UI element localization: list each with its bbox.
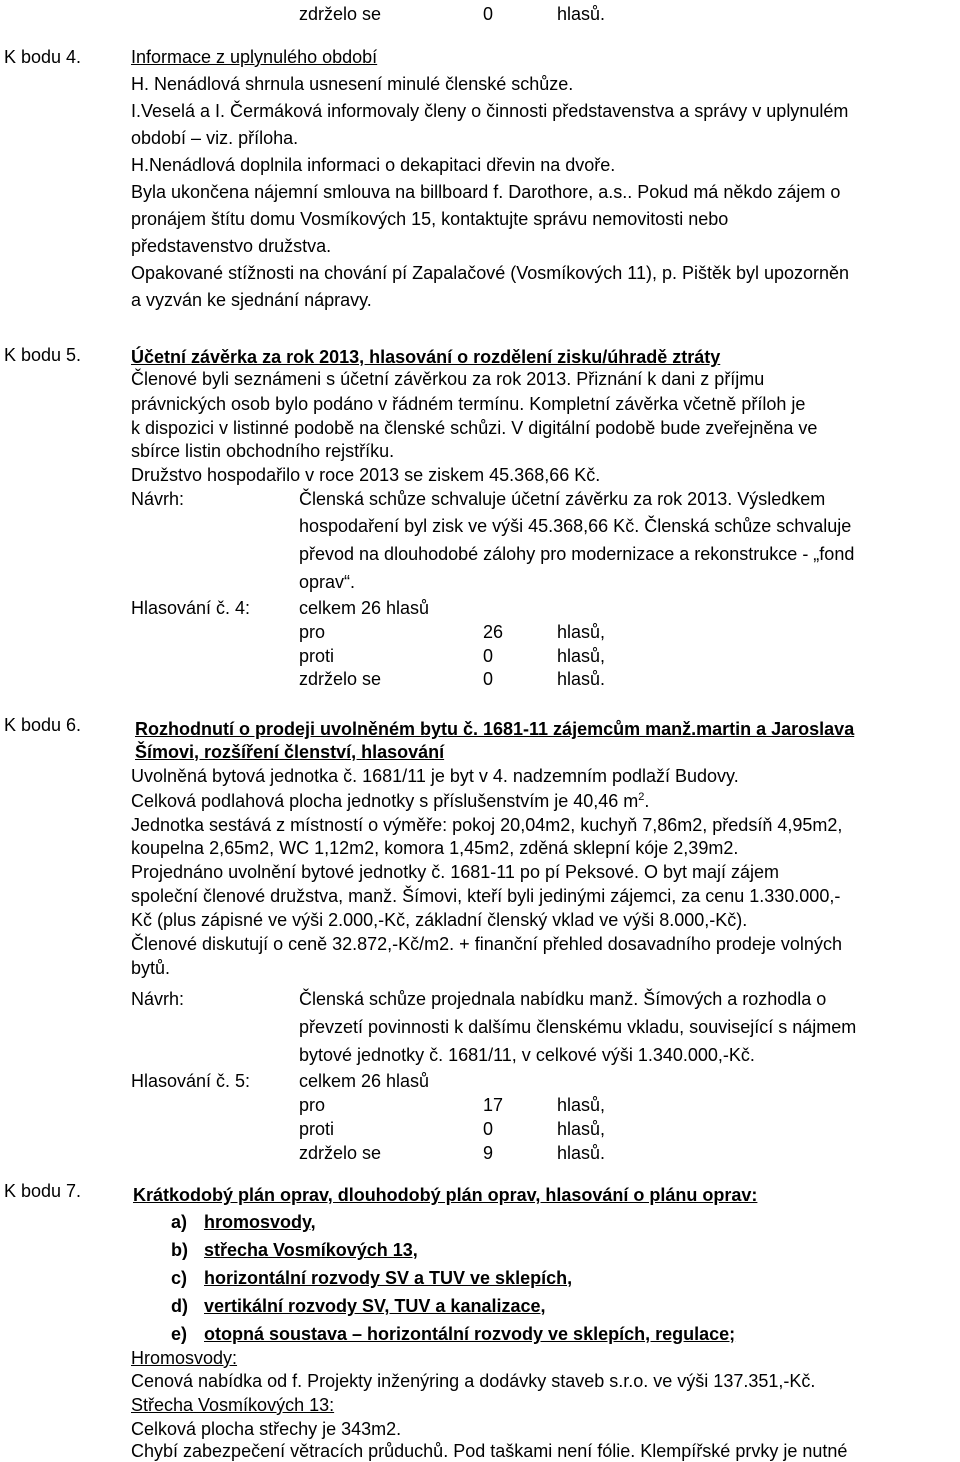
- item6-line: Jednotka sestává z místností o výměře: pokoj 20,04m2, kuchyň 7,86m2, předsíň 4,95m2,: [131, 815, 843, 835]
- item4-line: a vyzván ke sjednání nápravy.: [131, 290, 372, 310]
- vote-count: 0: [483, 1119, 494, 1139]
- vote-label: proti: [299, 1119, 335, 1139]
- list-text: střecha Vosmíkových 13,: [204, 1240, 418, 1260]
- vote-count: 0: [483, 669, 494, 689]
- item4-title: Informace z uplynulého období: [131, 47, 378, 67]
- item7-list-item: [171, 1295, 546, 1317]
- vote-unit: hlasů.: [557, 4, 606, 24]
- vote-unit: hlasů,: [557, 622, 606, 642]
- area-superscript: 2: [638, 791, 645, 803]
- item7-subheading: Střecha Vosmíkových 13:: [131, 1395, 335, 1415]
- vote-label: zdrželo se: [299, 4, 382, 24]
- item5-vote-total: celkem 26 hlasů: [299, 598, 430, 618]
- item5-title: Účetní závěrka za rok 2013, hlasování o rozdělení zisku/úhradě ztráty: [131, 347, 721, 367]
- item7-label: K bodu 7.: [4, 1181, 82, 1201]
- item5-proposal-label: Návrh:: [131, 489, 185, 509]
- list-text: hromosvody,: [204, 1212, 316, 1232]
- item5-proposal-line: Členská schůze schvaluje účetní závěrku za rok 2013. Výsledkem: [299, 489, 826, 509]
- item4-line: H.Nenádlová doplnila informaci o dekapitaci dřevin na dvoře.: [131, 155, 616, 175]
- area-tail: .: [644, 791, 650, 811]
- list-text: horizontální rozvody SV a TUV ve sklepích,: [204, 1268, 573, 1288]
- item7-list-item: [171, 1267, 572, 1289]
- item7-subheading: Hromosvody:: [131, 1348, 238, 1368]
- item6-line: Projednáno uvolnění bytové jednotky č. 1681-11 po pí Peksové. O byt mají zájem: [131, 862, 780, 882]
- item6-line: Kč (plus zápisné ve výši 2.000,-Kč, základní členský vklad ve výši 8.000,-Kč).: [131, 910, 748, 930]
- item5-proposal-line: oprav“.: [299, 572, 356, 592]
- item4-line: představenstvo družstva.: [131, 236, 332, 256]
- item5-line: právnických osob bylo podáno v řádném termínu. Kompletní závěrka včetně příloh je: [131, 394, 806, 414]
- item7-list-item: [171, 1323, 735, 1345]
- list-text: vertikální rozvody SV, TUV a kanalizace,: [204, 1296, 546, 1316]
- vote-count: 9: [483, 1143, 494, 1163]
- item7-list-item: [171, 1239, 418, 1261]
- vote-label: zdrželo se: [299, 669, 382, 689]
- item4-label: K bodu 4.: [4, 47, 82, 67]
- vote-count: 0: [483, 4, 494, 24]
- item5-line: k dispozici v listinné podobě na členské schůzi. V digitální podobě bude zveřejněna ve: [131, 418, 818, 438]
- item6-title: Rozhodnutí o prodeji uvolněném bytu č. 1681-11 zájemcům manž.martin a Jaroslava: [135, 719, 855, 739]
- item7-title: Krátkodobý plán oprav, dlouhodobý plán oprav, hlasování o plánu oprav:: [133, 1185, 758, 1205]
- vote-label: zdrželo se: [299, 1143, 382, 1163]
- vote-unit: hlasů,: [557, 1095, 606, 1115]
- item7-list-item: [171, 1211, 316, 1233]
- item7-line: Chybí zabezpečení větracích průduchů. Pod taškami není fólie. Klempířské prvky je nutné: [131, 1441, 848, 1461]
- item7-line: Celková plocha střechy je 343m2.: [131, 1419, 402, 1439]
- item4-line: H. Nenádlová shrnula usnesení minulé členské schůze.: [131, 74, 574, 94]
- item4-line: pronájem štítu domu Vosmíkových 15, kontaktujte správu nemovitosti nebo: [131, 209, 729, 229]
- vote-unit: hlasů.: [557, 669, 606, 689]
- vote-count: 26: [483, 622, 504, 642]
- vote-unit: hlasů.: [557, 1143, 606, 1163]
- vote-label: pro: [299, 622, 326, 642]
- vote-unit: hlasů,: [557, 1119, 606, 1139]
- vote-label: pro: [299, 1095, 326, 1115]
- item5-line: Členové byli seznámeni s účetní závěrkou za rok 2013. Přiznání k dani z příjmu: [131, 369, 765, 389]
- list-letter: c): [171, 1268, 188, 1288]
- item6-line: Uvolněná bytová jednotka č. 1681/11 je byt v 4. nadzemním podlaží Budovy.: [131, 766, 739, 786]
- area-text: Celková podlahová plocha jednotky s příslušenstvím je 40,46 m: [131, 791, 639, 811]
- list-letter: a): [171, 1212, 188, 1232]
- list-letter: e): [171, 1324, 188, 1344]
- item5-proposal-line: převod na dlouhodobé zálohy pro modernizace a rekonstrukce - „fond: [299, 544, 855, 564]
- vote-label: proti: [299, 646, 335, 666]
- item5-line: sbírce listin obchodního rejstříku.: [131, 441, 395, 461]
- item6-proposal-line: bytové jednotky č. 1681/11, v celkové výši 1.340.000,-Kč.: [299, 1045, 755, 1065]
- item6-title: Šímovi, rozšíření členství, hlasování: [135, 742, 445, 762]
- vote-count: 0: [483, 646, 494, 666]
- item7-line: Cenová nabídka od f. Projekty inženýring a dodávky staveb s.r.o. ve výši 137.351,-Kč.: [131, 1371, 816, 1391]
- item5-line: Družstvo hospodařilo v roce 2013 se ziskem 45.368,66 Kč.: [131, 465, 601, 485]
- item5-proposal-line: hospodaření byl zisk ve výši 45.368,66 Kč. Členská schůze schvaluje: [299, 516, 852, 536]
- item4-line: Opakované stížnosti na chování pí Zapalačové (Vosmíkových 11), p. Pištěk byl upozorněn: [131, 263, 850, 283]
- item5-vote-label: Hlasování č. 4:: [131, 598, 251, 618]
- item6-proposal-line: Členská schůze projednala nabídku manž. Šímových a rozhodla o: [299, 989, 827, 1009]
- item4-line: Byla ukončena nájemní smlouva na billboard f. Darothore, a.s.. Pokud má někdo zájem o: [131, 182, 841, 202]
- vote-unit: hlasů,: [557, 646, 606, 666]
- item6-line: bytů.: [131, 958, 171, 978]
- list-letter: b): [171, 1240, 188, 1260]
- list-text: otopná soustava – horizontální rozvody ve sklepích, regulace;: [204, 1324, 736, 1344]
- item6-line: koupelna 2,65m2, WC 1,12m2, komora 1,45m2, zděná sklepní kóje 2,39m2.: [131, 838, 739, 858]
- item5-label: K bodu 5.: [4, 345, 82, 365]
- list-letter: d): [171, 1296, 188, 1316]
- item4-line: I.Veselá a I. Čermáková informovaly členy o činnosti představenstva a správy v uplynulém: [131, 101, 849, 121]
- item6-vote-total: celkem 26 hlasů: [299, 1071, 430, 1091]
- item6-line: společní členové družstva, manž. Šímovi, kteří byli jedinými zájemci, za cenu 1.330.000,-: [131, 886, 841, 906]
- item6-proposal-label: Návrh:: [131, 989, 185, 1009]
- item6-label: K bodu 6.: [4, 715, 82, 735]
- item6-area-line: [131, 790, 649, 812]
- item6-vote-label: Hlasování č. 5:: [131, 1071, 251, 1091]
- item6-line: Členové diskutují o ceně 32.872,-Kč/m2. + finanční přehled dosavadního prodeje volných: [131, 934, 842, 954]
- item6-proposal-line: převzetí povinnosti k dalšímu členskému vkladu, související s nájmem: [299, 1017, 857, 1037]
- vote-count: 17: [483, 1095, 504, 1115]
- item4-line: období – viz. příloha.: [131, 128, 299, 148]
